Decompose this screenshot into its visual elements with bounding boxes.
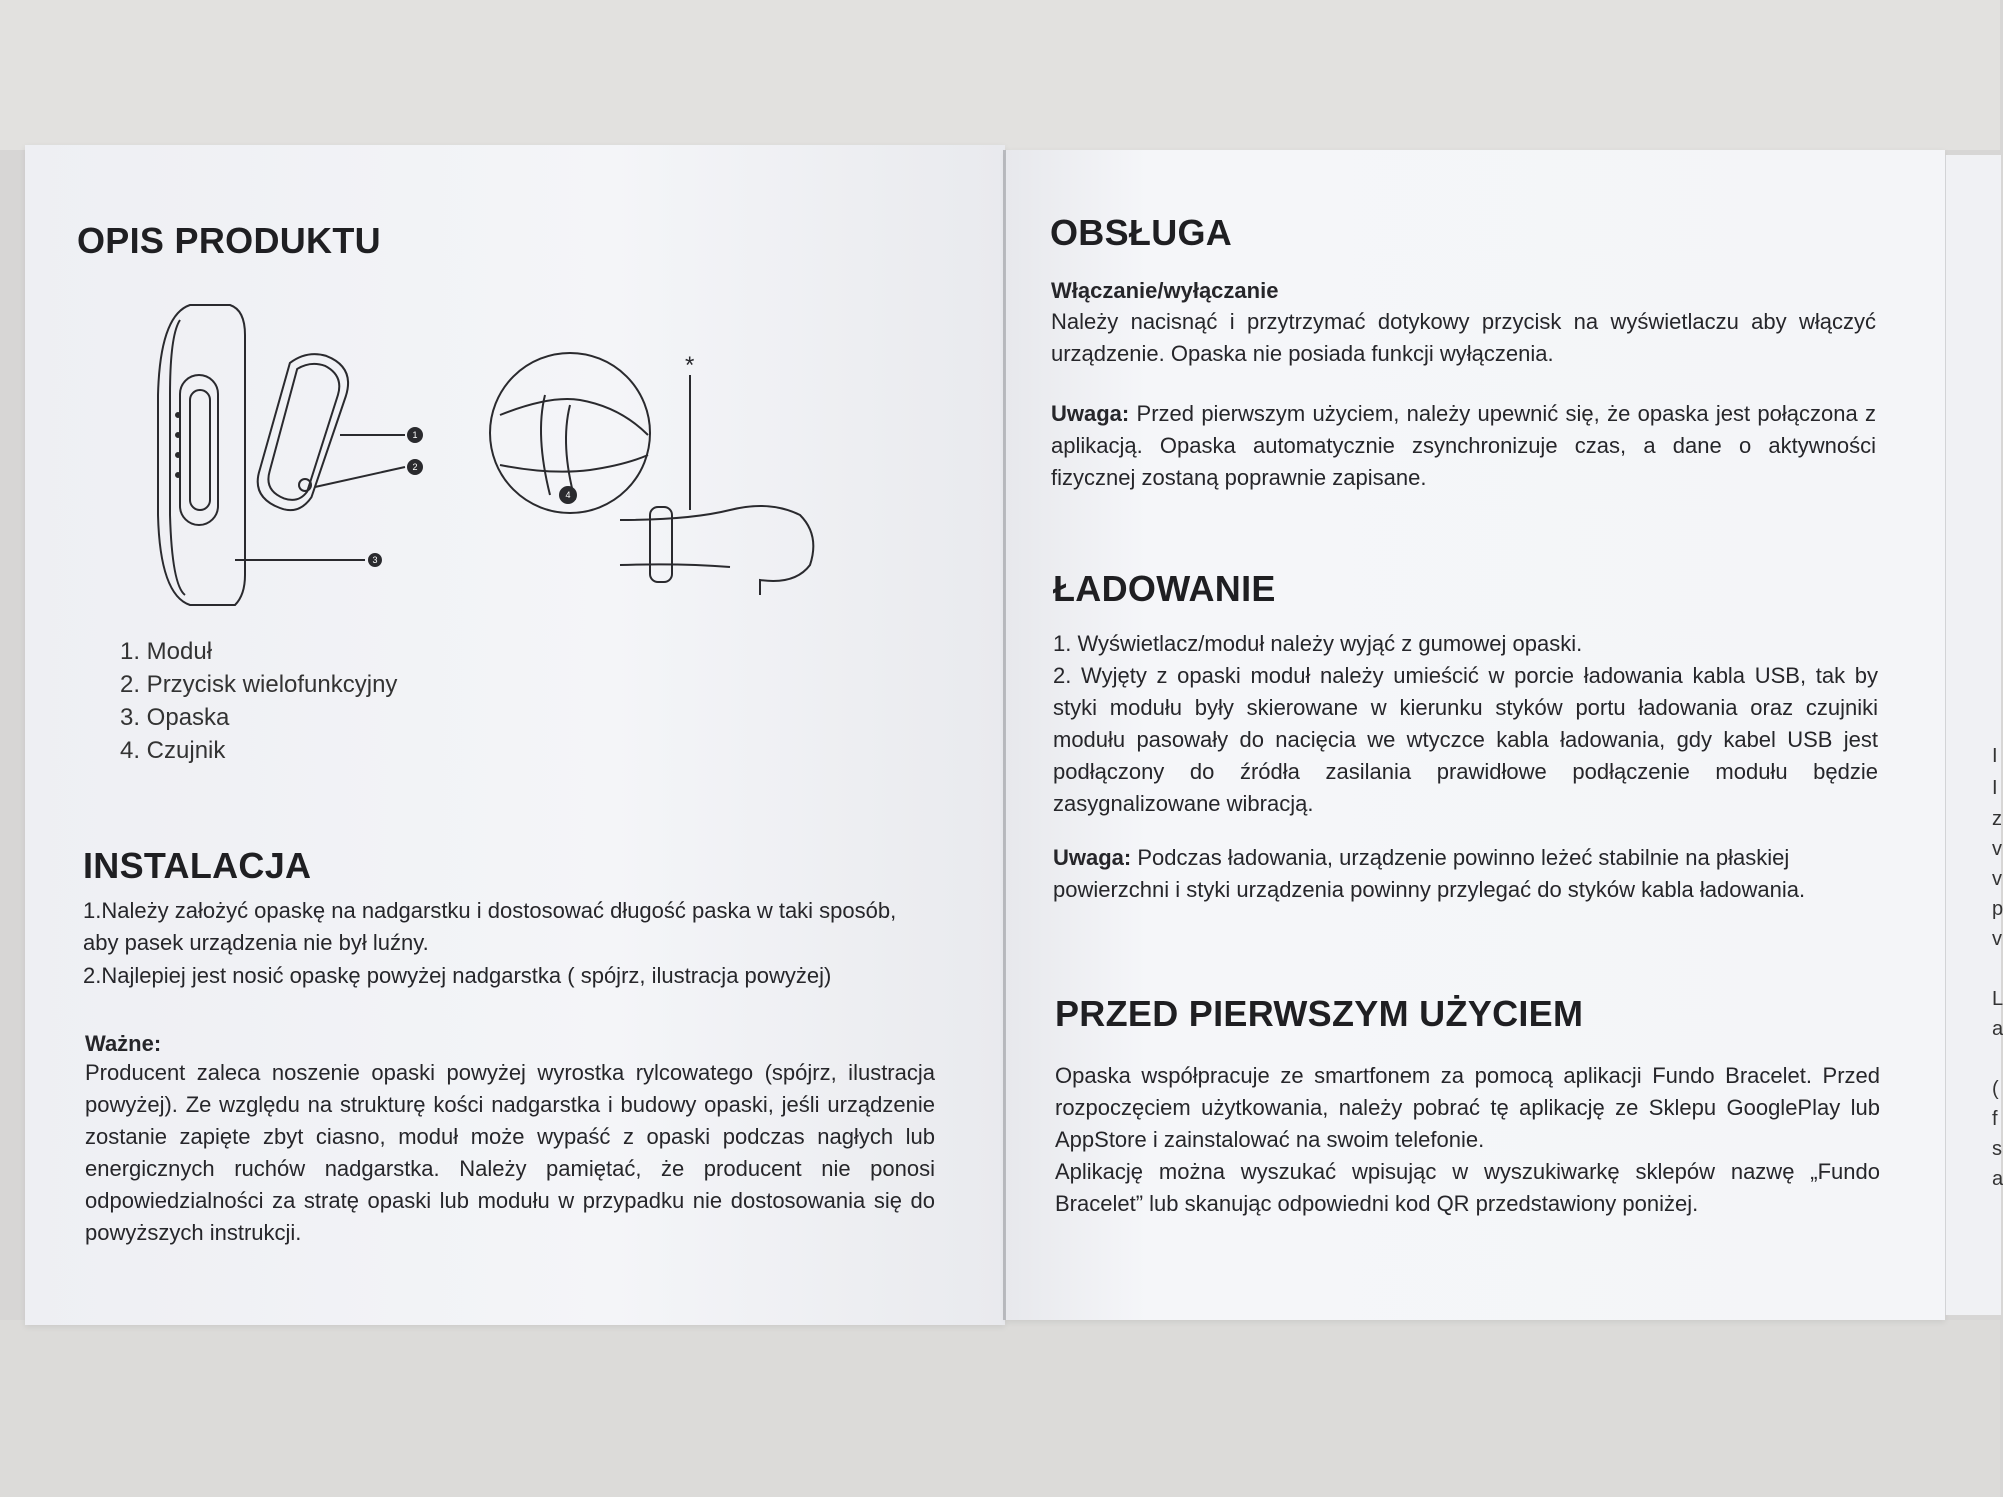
hand-with-band-icon [620,375,813,595]
module-icon [254,348,422,516]
edge-text-fragment: v [1992,838,2002,860]
right-page [1005,150,1945,1320]
list-item: 3. Opaska [120,704,230,731]
callout-star: * [685,352,695,379]
edge-text-fragment: v [1992,868,2002,890]
note-label: Uwaga: [1051,401,1130,426]
install-step-2: 2.Najlepiej jest nosić opaskę powyżej nadgarstka ( spójrz, ilustracja powyżej) [83,963,832,988]
usage-text: Należy nacisnąć i przytrzymać dotykowy przycisk na wyświetlaczu aby włączyć urządzenie. Opaska nie posiada funkcji wyłączenia. [1051,309,1876,366]
note-label: Uwaga: [1053,845,1132,870]
photo-background-bottom [0,1320,2000,1497]
parts-list [120,635,397,767]
book-fold [1003,150,1006,1320]
charging-title: ŁADOWANIE [1053,568,1276,609]
edge-text-fragment: L [1992,988,2003,1010]
installation-title: INSTALACJA [83,845,312,886]
important-label: Ważne: [85,1031,162,1056]
edge-text-fragment: a [1992,1168,2003,1190]
callout-number: 3 [372,555,378,565]
callout-number: 4 [565,490,571,500]
list-item: 2. Przycisk wielofunkcyjny [120,671,398,698]
edge-text-fragment: f [1992,1108,1998,1130]
edge-text-fragment: I [1992,777,1998,799]
install-step-1: 1.Należy założyć opaskę na nadgarstku i dostosować długość paska w taki sposób, aby pasek urządzenia nie był luźny. [83,898,897,955]
photo-background-top [0,0,2000,150]
edge-text-fragment: a [1992,1018,2003,1040]
usage-note [1051,398,1876,494]
callout-number: 2 [412,462,418,472]
list-item: 4. Czujnik [120,737,226,764]
list-item: 1. Moduł [120,638,213,665]
left-page [25,145,1005,1325]
fitness-band-icon [158,305,381,605]
usage-subtitle: Włączanie/wyłączanie [1051,278,1279,303]
wrist-magnifier-icon [490,353,650,513]
important-text: Producent zaleca noszenie opaski powyżej wyrostka rylcowatego (spójrz, ilustracja powyżej). Ze względu na strukturę kości nadgarstka i budowy opaski, jeśli urządzenie zostanie zapięte zbyt ciasno, moduł może wypaść z opaski podczas nagłych lub energicznych ruchów nadgarstka. Należy pamiętać, że producent nie ponosi odpowiedzialności za stratę opaski lub modułu w przypadku nie dostosowania się do powyższych instrukcji. [85,1060,935,1245]
note-text: Przed pierwszym użyciem, należy upewnić się, że opaska jest połączona z aplikacją. Opaska automatycznie zsynchronizuje czas, a dane o aktywności fizycznej zostaną poprawnie zapisane. [1051,401,1876,490]
edge-text-fragment: p [1992,898,2003,920]
note-text: Podczas ładowania, urządzenie powinno leżeć stabilnie na płaskiej powierzchni i styki urządzenia powinny przylegać do styków kabla ładowania. [1053,845,1806,902]
edge-text-fragment: ( [1992,1078,1999,1100]
charging-step-2: 2. Wyjęty z opaski moduł należy umieścić w porcie ładowania kabla USB, tak by styki modułu były skierowane w kierunku styków portu ładowania oraz czujniki modułu pasowały do nacięcia we wtyczce kabla ładowania, gdy kabel USB jest podłączony do źródła zasilania prawidłowe podłączenie modułu będzie zasygnalizowane wibracją. [1053,663,1878,816]
before-first-use-title: PRZED PIERWSZYM UŻYCIEM [1055,993,1584,1034]
before-first-use-text-2: Aplikację można wyszukać wpisując w wyszukiwarkę sklepów nazwę „Fundo Bracelet” lub skanując odpowiedni kod QR przedstawiony poniżej. [1055,1159,1880,1216]
product-illustration [150,295,850,625]
edge-text-fragment: z [1992,808,2002,830]
product-description-title: OPIS PRODUKTU [77,220,381,261]
charging-step-1: 1. Wyświetlacz/moduł należy wyjąć z gumowej opaski. [1053,631,1583,656]
edge-text-fragment: I [1992,745,1998,767]
edge-text-fragment: v [1992,928,2002,950]
callout-number: 1 [412,430,418,440]
before-first-use-text-1: Opaska współpracuje ze smartfonem za pomocą aplikacji Fundo Bracelet. Przed rozpoczęciem użytkowania, należy pobrać tę aplikację ze Sklepu GooglePlay lub AppStore i zainstalować na swoim telefonie. [1055,1063,1880,1152]
charging-note [1053,842,1878,906]
usage-title: OBSŁUGA [1050,212,1233,253]
edge-text-fragment: s [1992,1138,2002,1160]
